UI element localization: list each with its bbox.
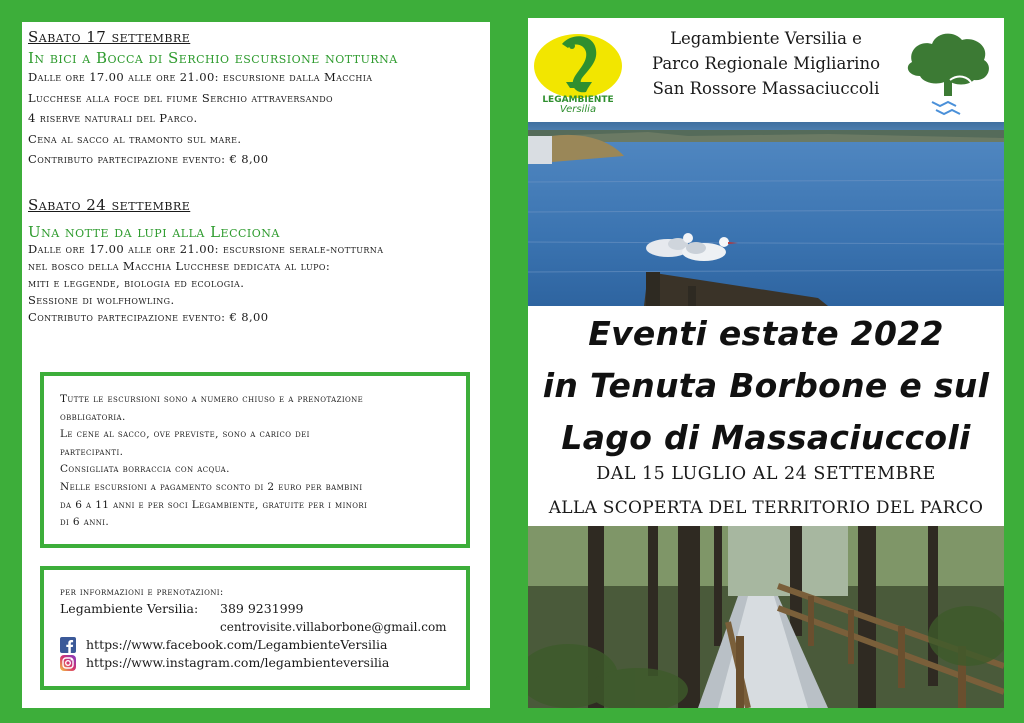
facebook-icon[interactable] — [60, 637, 76, 653]
header — [528, 18, 1004, 122]
org-label: Legambiente Versilia: — [60, 601, 199, 616]
main-title — [528, 308, 1004, 464]
event-1-line: Dalle ore 17.00 alle ore 21.00: escursione dalla Macchia — [28, 70, 373, 84]
event-2-date: Sabato 24 settembre — [28, 196, 191, 214]
event-2-line: Sessione di wolfhowling. — [28, 293, 175, 307]
title-line: Lago di Massaciuccoli — [561, 418, 971, 457]
logo-text-bottom: Versilia — [559, 104, 597, 115]
legambiente-logo — [532, 22, 624, 116]
event-1-line: 4 riserve naturali del Parco. — [28, 111, 198, 125]
info-heading: per informazioni e prenotazioni: — [60, 587, 224, 598]
logo-text-top: LEGAMBIENTE — [542, 95, 614, 105]
event-1-line: Lucchese alla foce del fiume Serchio attraversando — [28, 90, 333, 105]
phone-number[interactable]: 389 9231999 — [220, 601, 304, 616]
instagram-row[interactable] — [60, 654, 450, 672]
left-panel — [22, 22, 490, 708]
park-logo — [898, 22, 998, 120]
note-line: Le cene al sacco, ove previste, sono a carico dei — [60, 428, 310, 441]
note-line: di 6 anni. — [60, 516, 110, 529]
event-2-line: nel bosco della Macchia Lucchese dedicata al lupo: — [28, 259, 331, 273]
title-line: in Tenuta Borbone e sul — [542, 366, 990, 405]
event-1 — [28, 28, 488, 170]
title-line: Eventi estate 2022 — [588, 314, 944, 353]
note-line: da 6 a 11 anni e per soci Legambiente, gratuite per i minori — [60, 498, 368, 511]
event-1-price: Contributo partecipazione evento: € 8,00 — [28, 152, 269, 166]
header-text — [632, 26, 900, 101]
lake-photo — [528, 122, 1004, 306]
header-line: San Rossore Massaciuccoli — [652, 79, 880, 98]
tagline: ALLA SCOPERTA DEL TERRITORIO DEL PARCO — [548, 498, 984, 518]
event-2-line: miti e leggende, biologia ed ecologia. — [28, 276, 245, 290]
event-1-line: Cena al sacco al tramonto sul mare. — [28, 131, 242, 146]
email-link[interactable]: centrovisite.villaborbone@gmail.com — [220, 620, 447, 634]
notes-box — [40, 372, 470, 548]
note-line: Nelle escursioni a pagamento sconto di 2 euro per bambini — [60, 480, 363, 493]
event-2-price: Contributo partecipazione evento: € 8,00 — [28, 310, 269, 324]
note-line: Tutte le escursioni sono a numero chiuso e a prenotazione — [60, 393, 364, 405]
facebook-row[interactable] — [60, 636, 450, 654]
header-line: Legambiente Versilia e — [670, 29, 862, 48]
event-1-date: Sabato 17 settembre — [28, 28, 191, 46]
instagram-icon[interactable] — [60, 655, 76, 671]
note-line: Consigliata borraccia con acqua. — [60, 463, 230, 476]
info-box — [40, 566, 470, 690]
event-dates: DAL 15 LUGLIO AL 24 SETTEMBRE — [596, 464, 936, 484]
forest-photo — [528, 526, 1004, 708]
event-2-line: Dalle ore 17.00 alle ore 21.00: escursione serale-notturna — [28, 242, 384, 256]
event-2-title: Una notte da lupi alla Lecciona — [28, 223, 280, 241]
header-line: Parco Regionale Migliarino — [651, 54, 881, 73]
phone-row — [60, 600, 450, 618]
right-panel — [528, 18, 1004, 708]
instagram-link[interactable]: https://www.instagram.com/legambienteversilia — [86, 655, 390, 670]
facebook-link[interactable]: https://www.facebook.com/LegambienteVersilia — [86, 637, 388, 652]
note-line: partecipanti. — [60, 445, 124, 458]
event-2 — [28, 196, 488, 326]
event-1-title: In bici a Bocca di Serchio escursione notturna — [28, 49, 398, 67]
note-line: obbligatoria. — [60, 410, 126, 423]
